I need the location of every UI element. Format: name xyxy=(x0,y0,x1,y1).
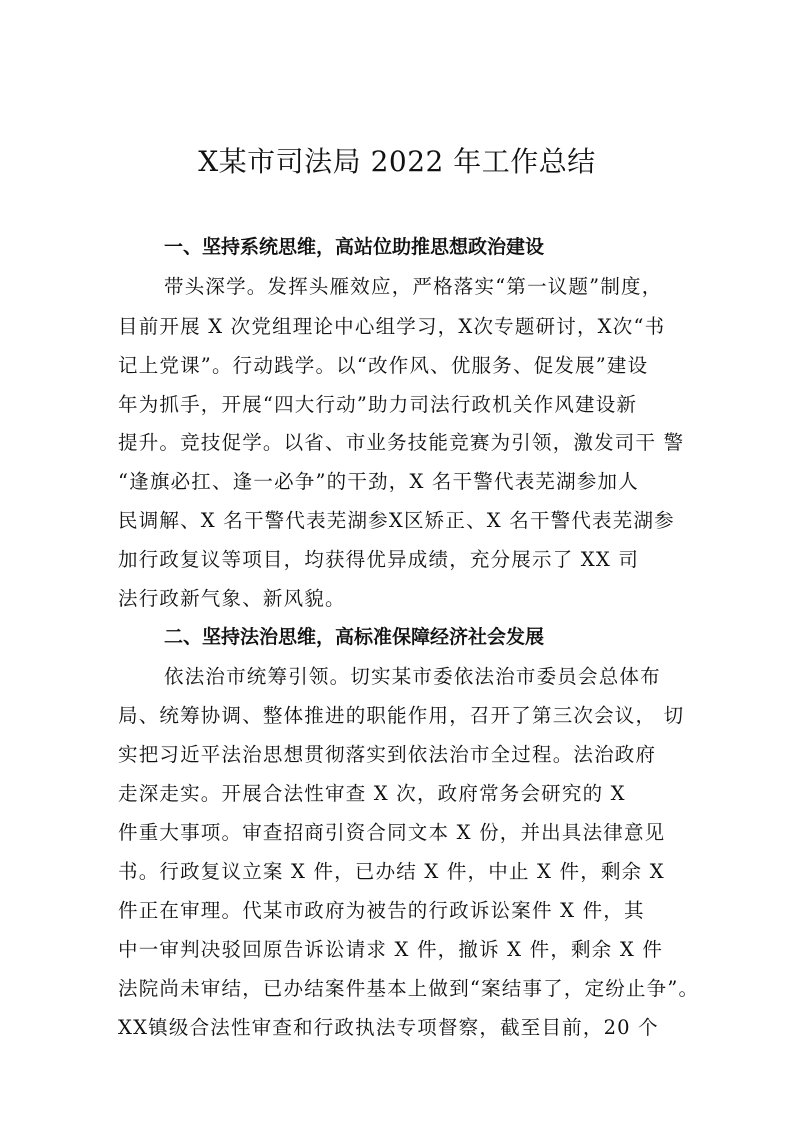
paragraph-line: 书。行政复议立案 X 件，已办结 X 件，中止 X 件，剩余 X xyxy=(118,860,665,883)
paragraph-line: 走深走实。开展合法性审查 X 次，政府常务会研究的 X xyxy=(118,782,626,805)
paragraph-line: 记上党课”。行动践学。以“改作风、优服务、促发展”建设 xyxy=(118,354,649,377)
paragraph-line: “逢旗必扛、逢一必争”的干劲，X 名干警代表芜湖参加人 xyxy=(118,470,639,493)
paragraph-line: 年为抓手，开展“四大行动”助力司法行政机关作风建设新 xyxy=(118,393,638,416)
paragraph-line: 加行政复议等项目，均获得优异成绩，充分展示了 XX 司 xyxy=(118,548,640,571)
paragraph-line: 实把习近平法治思想贯彻落实到依法治市全过程。法治政府 xyxy=(118,743,657,766)
paragraph-line: 法院尚未审结，已办结案件基本上做到“案结事了，定纷止争”。 xyxy=(118,977,700,1000)
paragraph-line: XX镇级合法性审查和行政执法专项督察，截至目前，20 个 xyxy=(118,1016,659,1039)
paragraph-line: 目前开展 X 次党组理论中心组学习，X次专题研讨，X次“书 xyxy=(118,315,666,338)
section-heading-1: 一、坚持系统思维，高站位助推思想政治建设 xyxy=(164,236,545,258)
paragraph-line: 局、统筹协调、整体推进的职能作用，召开了第三次会议， 切 xyxy=(118,704,685,727)
paragraph-line: 依法治市统筹引领。切实某市委依法治市委员会总体布 xyxy=(164,665,661,688)
page-title: X某市司法局 2022 年工作总结 xyxy=(198,145,596,178)
paragraph-line: 法行政新气象、新风貌。 xyxy=(118,587,346,610)
paragraph-line: 带头深学。发挥头雁效应，严格落实“第一议题”制度， xyxy=(164,275,663,298)
paragraph-line: 件重大事项。审查招商引资合同文本 X 份，并出具法律意见 xyxy=(118,821,666,844)
paragraph-line: 件正在审理。代某市政府为被告的行政诉讼案件 X 件，其 xyxy=(118,899,645,922)
section-heading-2: 二、坚持法治思维，高标准保障经济社会发展 xyxy=(164,626,545,648)
paragraph-line: 中一审判决驳回原告诉讼请求 X 件，撤诉 X 件，剩余 X 件 xyxy=(118,938,664,961)
paragraph-line: 民调解、X 名干警代表芜湖参X区矫正、X 名干警代表芜湖参 xyxy=(118,509,675,532)
paragraph-line: 提升。竞技促学。以省、市业务技能竞赛为引领，激发司干 警 xyxy=(118,431,685,454)
